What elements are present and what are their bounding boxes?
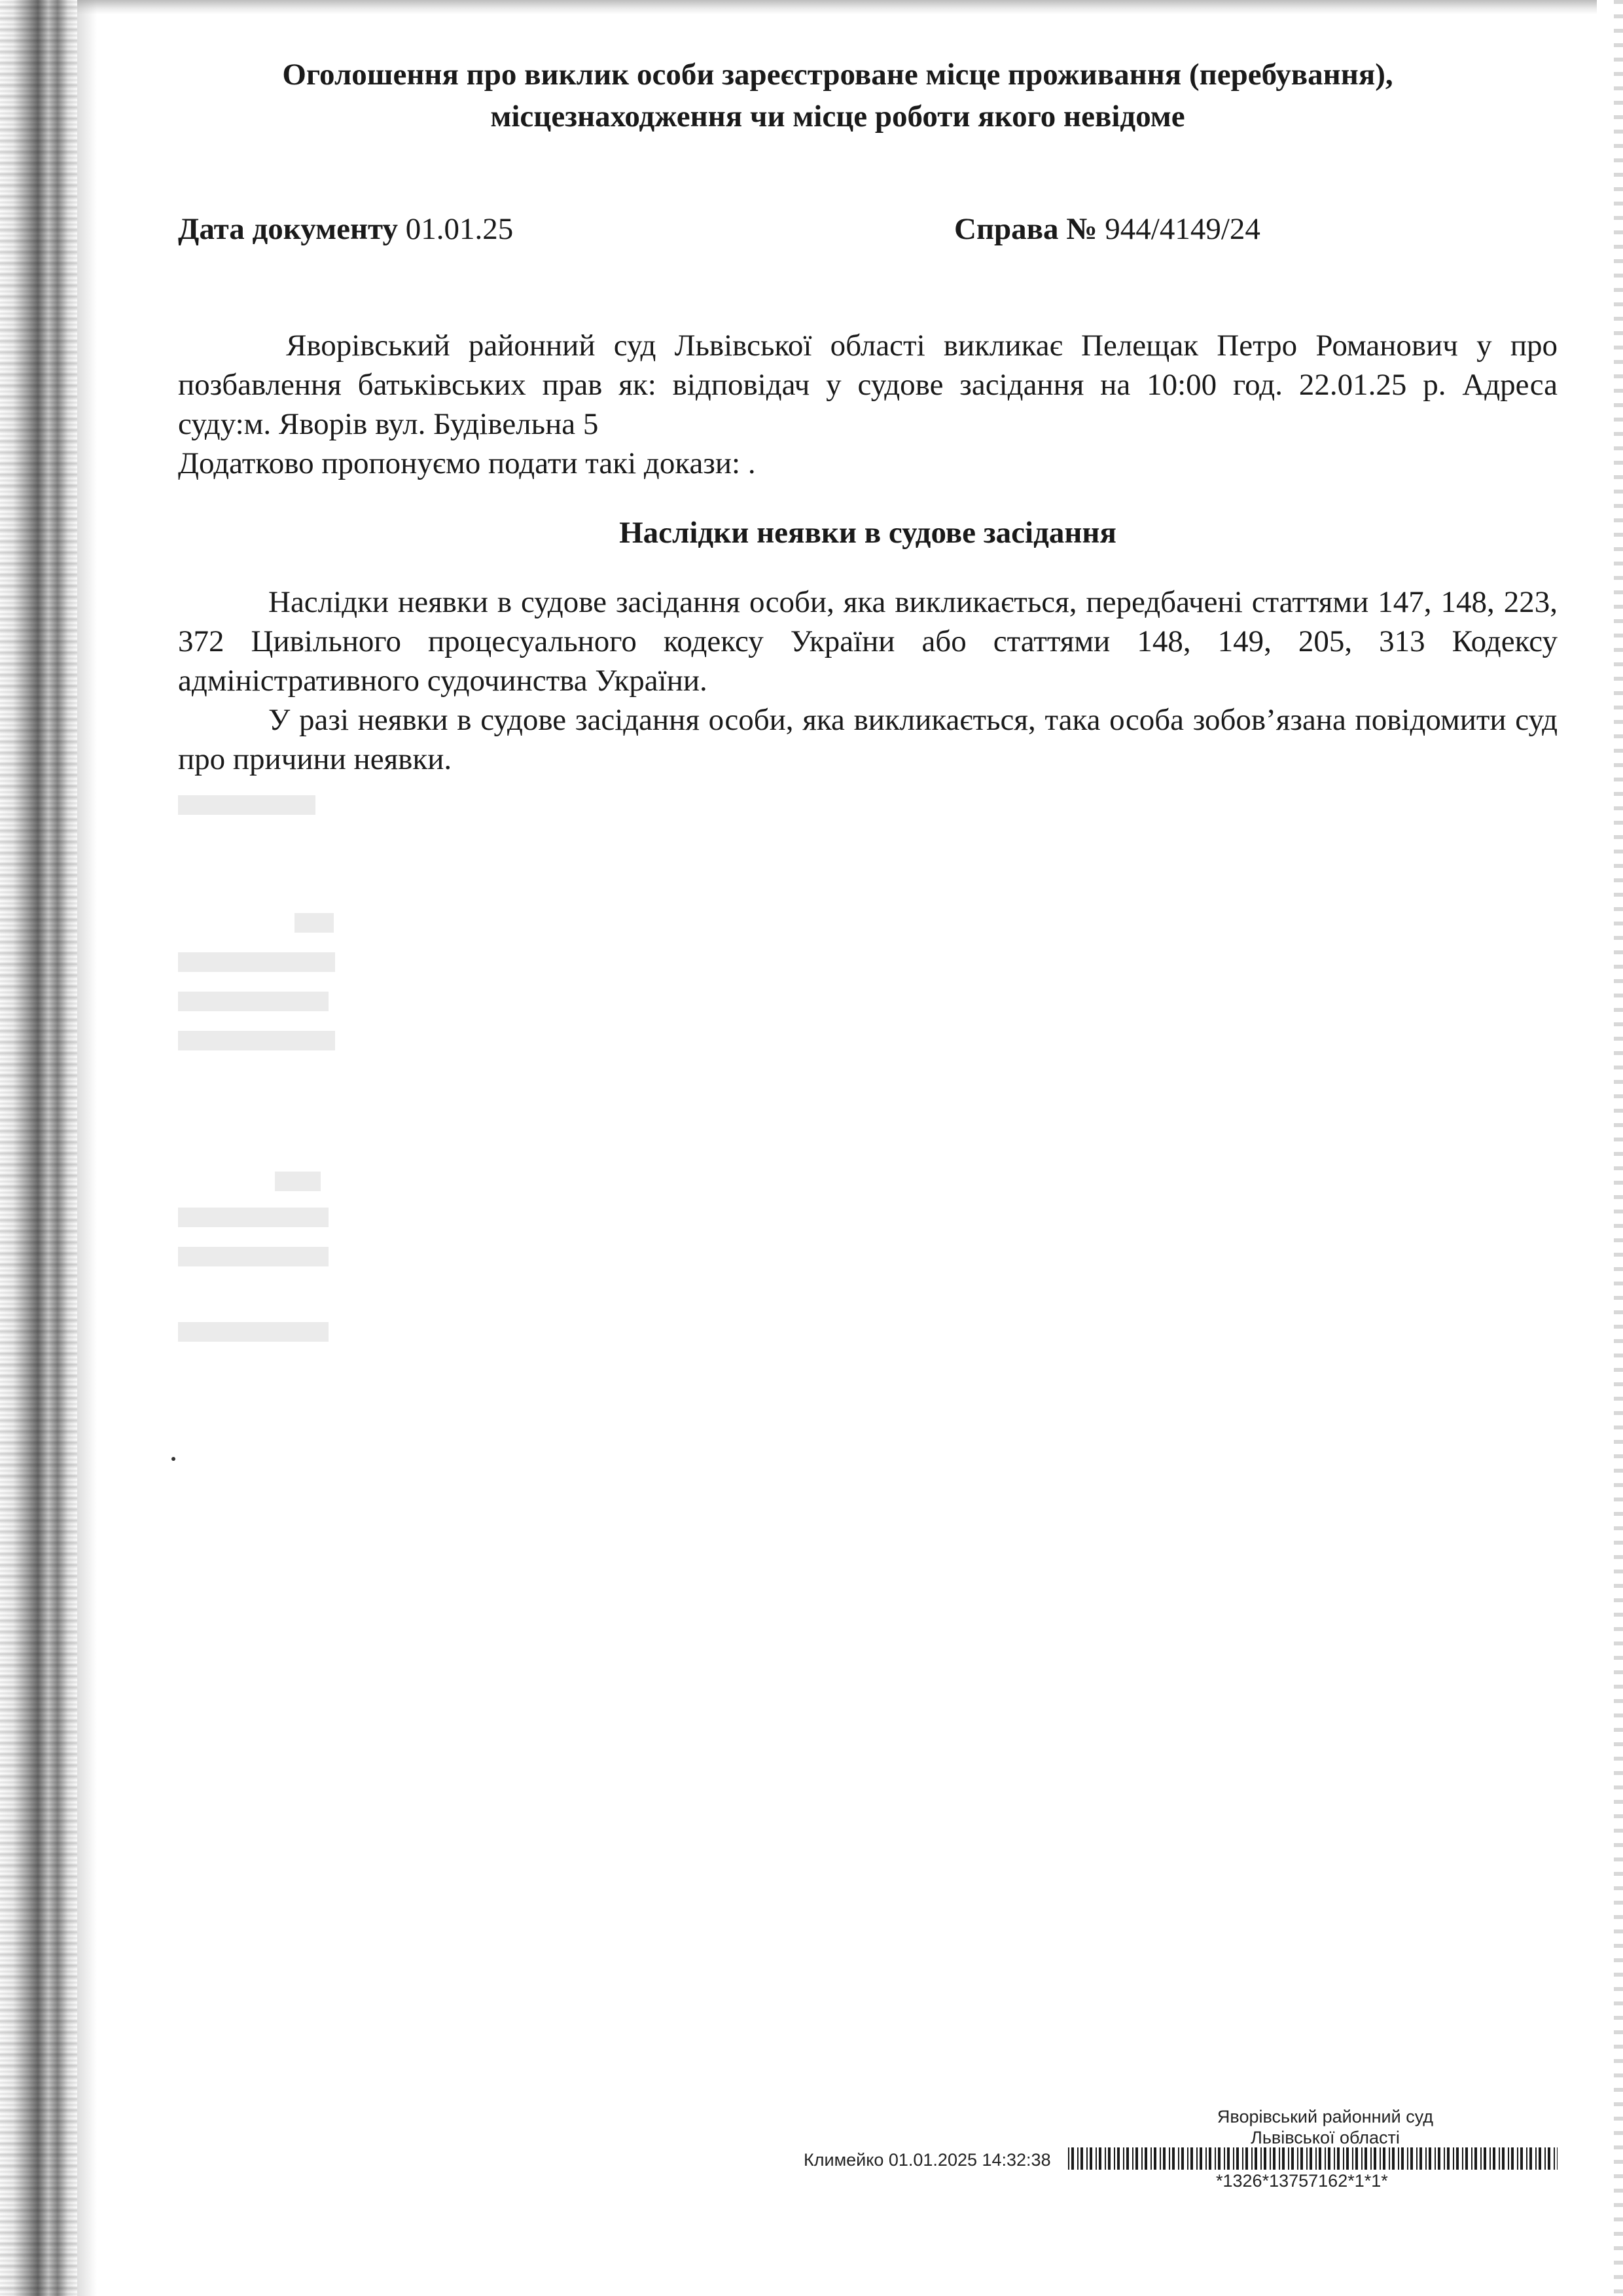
document-date — [178, 208, 513, 250]
registry-court-name — [1191, 2106, 1459, 2148]
show-through-mark — [275, 1172, 321, 1191]
scan-edge-top — [26, 0, 1597, 14]
summons-line: суду:м. Яворів вул. Будівельна 5 — [178, 407, 599, 441]
notice-title: Оголошення про виклик особи зареєстроване місце проживання (перебування), місцезнаходження чи місце роботи якого невідоме — [282, 58, 1393, 134]
case-number — [954, 208, 1260, 250]
obligation-paragraph: У разі неявки в судове засідання особи, яка викликається, така особа зобов’язана повідомити суд про причини неявки. — [178, 703, 1558, 776]
document-date-label: Дата документу — [178, 212, 399, 246]
show-through-mark — [178, 952, 335, 972]
speck — [171, 1457, 175, 1461]
evidence-line: Додатково пропонуємо подати такі докази: . — [178, 446, 756, 480]
barcode-number: *1326*13757162*1*1* — [1216, 2171, 1388, 2191]
summons-line: позбавлення батьківських прав як: відповідач у судове засідання на 10:00 год. 22.01.25 р. Адреса — [178, 368, 1558, 402]
summons-line: Яворівський районний суд Львівської області викликає Пелещак Петро Романович у про — [286, 329, 1558, 363]
show-through-mark — [178, 1208, 329, 1227]
consequences-heading: Наслідки неявки в судове засідання — [619, 516, 1116, 550]
case-number-label: Справа № — [954, 212, 1097, 246]
case-number-value: 944/4149/24 — [1105, 212, 1260, 246]
summons-paragraph — [178, 326, 1558, 483]
show-through-mark — [178, 1247, 329, 1266]
registry-court-line: Яворівський районний суд — [1217, 2107, 1434, 2126]
scan-edge-right — [1614, 0, 1623, 2296]
scan-edge-left — [0, 0, 77, 2296]
show-through-mark — [178, 1322, 329, 1342]
barcode — [1068, 2147, 1558, 2170]
registry-court-line: Львівської області — [1251, 2128, 1400, 2147]
consequences-paragraph: Наслідки неявки в судове засідання особи, яка викликається, передбачені статтями 147, 148, 223, 372 Цивільного процесуального кодексу України або статтями 148, 149, 205, 313 Кодексу адміністративного судочинства України. — [178, 585, 1558, 698]
show-through-mark — [294, 913, 334, 933]
show-through-mark — [178, 795, 315, 815]
show-through-mark — [178, 992, 329, 1011]
show-through-mark — [178, 1031, 335, 1050]
registry-clerk-timestamp: Климейко 01.01.2025 14:32:38 — [804, 2150, 1051, 2170]
scan-edge-left-shadow — [77, 0, 97, 2296]
document-date-value: 01.01.25 — [405, 212, 514, 246]
